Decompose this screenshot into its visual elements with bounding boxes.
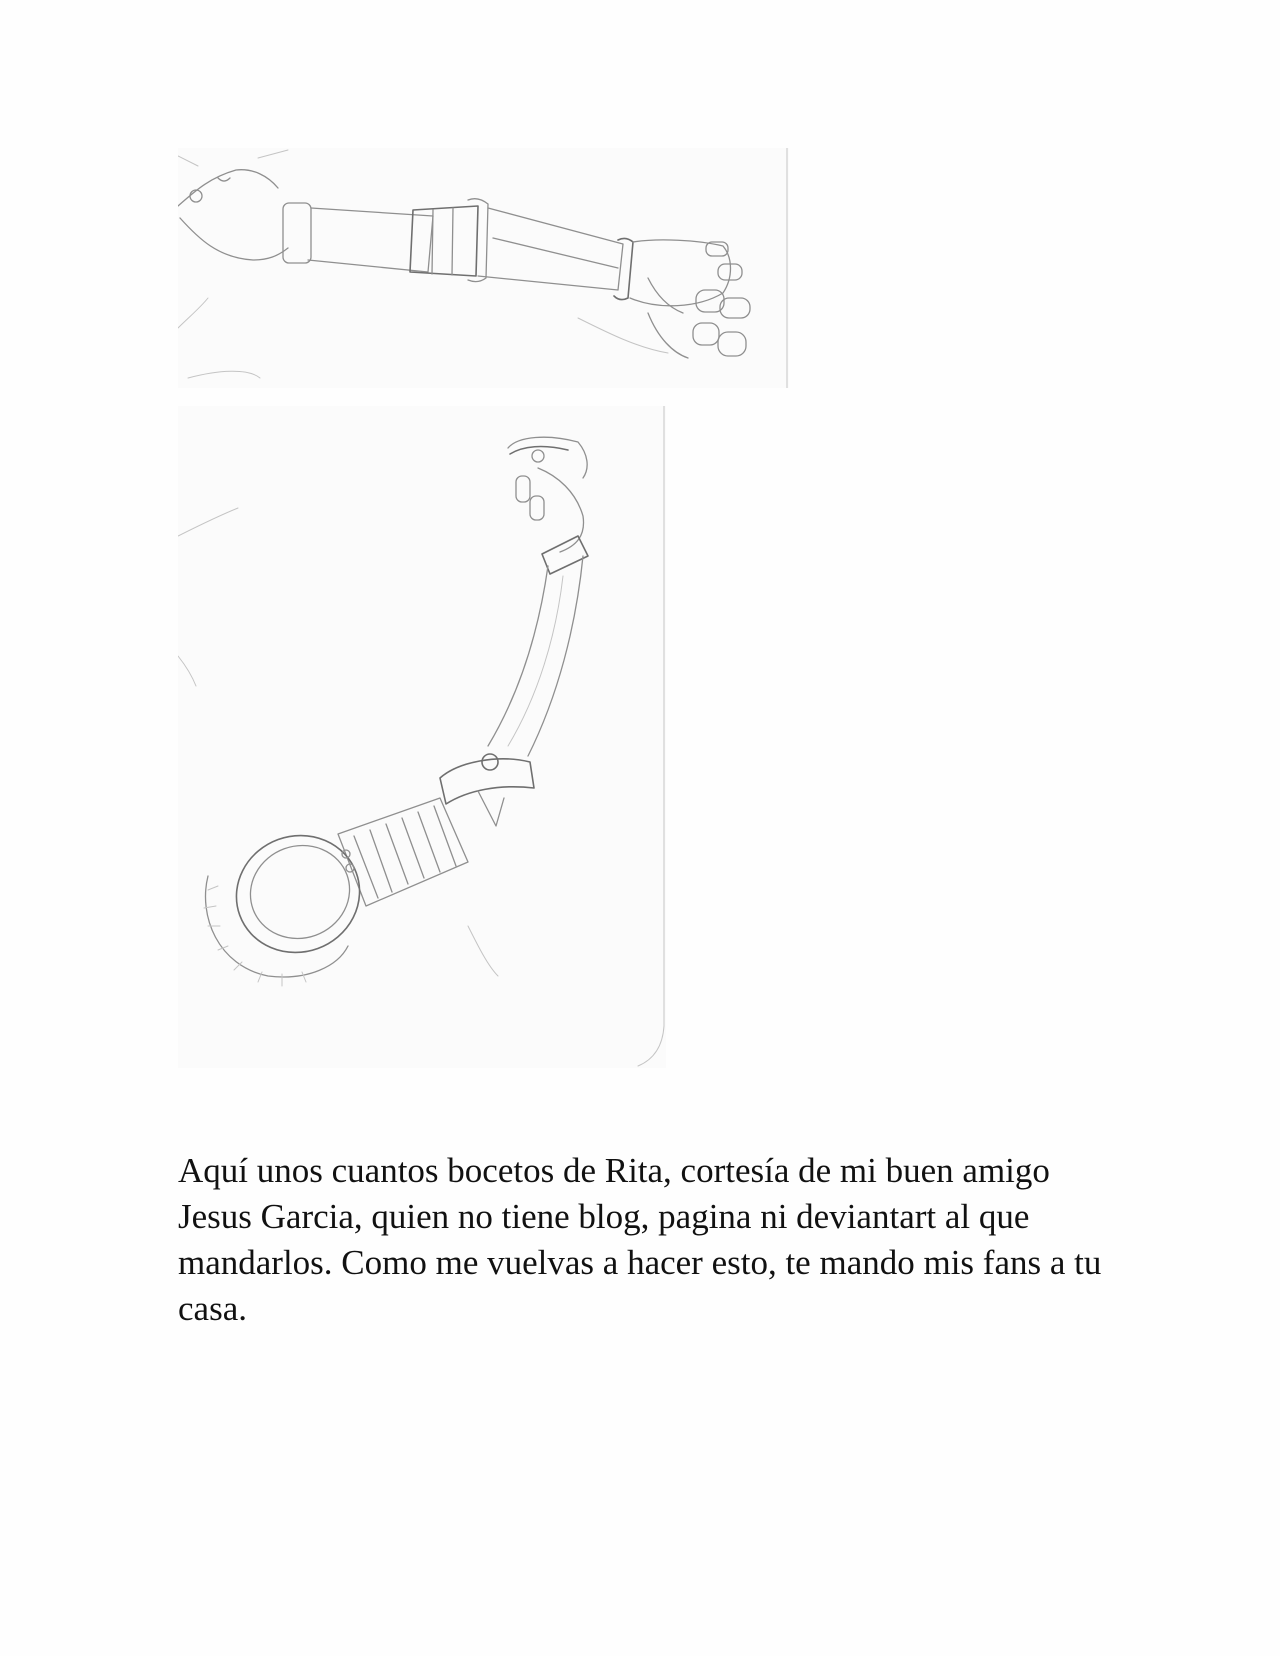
caption-paragraph: Aquí unos cuantos bocetos de Rita, cortesía de mi buen amigo Jesus Garcia, quien no tiene blog, pagina ni deviantart al que mandarlos. Como me vuelvas a hacer esto, te mando mis fans a tu casa. (178, 1151, 1102, 1328)
arm-sketch-bottom-image (178, 406, 666, 1068)
arm-sketch-top-drawing (178, 148, 789, 388)
arm-sketch-bottom-drawing (178, 406, 666, 1068)
arm-sketch-top-image (178, 148, 789, 388)
